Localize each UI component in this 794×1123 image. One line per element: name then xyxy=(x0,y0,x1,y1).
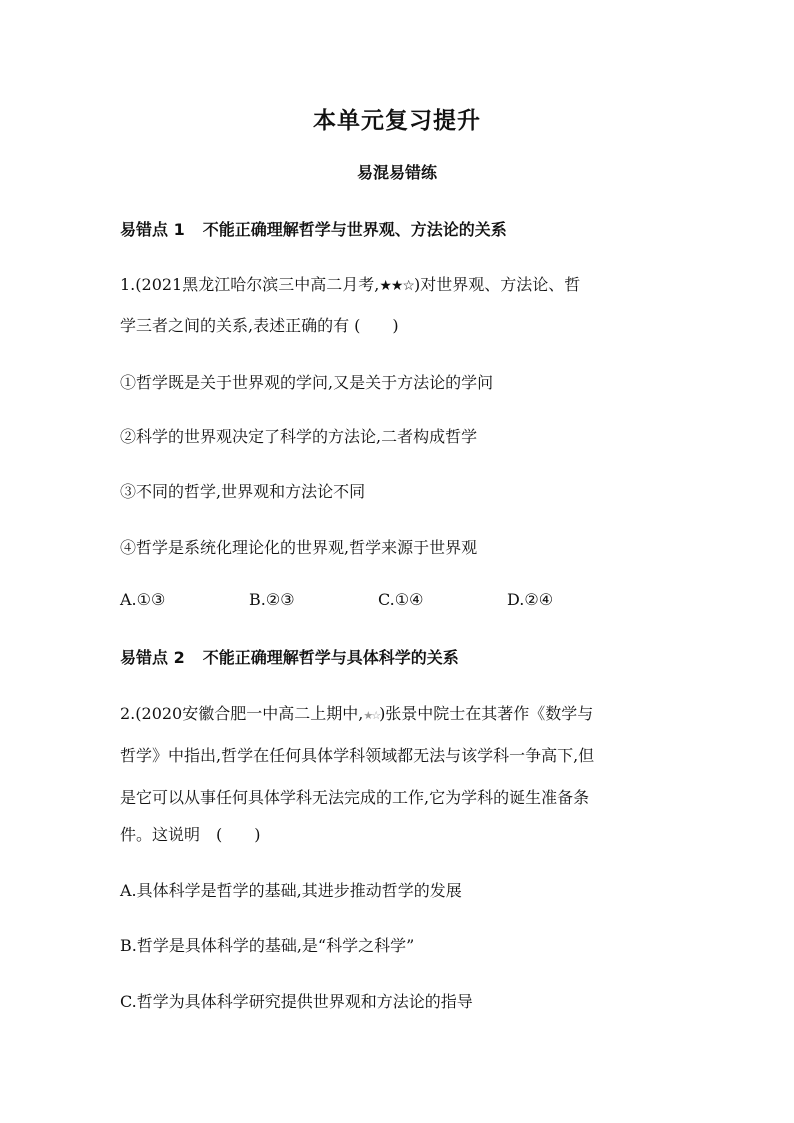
section-heading-2 xyxy=(120,645,459,668)
statement-2: ②科学的世界观决定了科学的方法论,二者构成哲学 xyxy=(120,427,478,446)
question-1-line-2: 学三者之间的关系,表述正确的有 ( ) xyxy=(120,316,399,335)
section-heading-1 xyxy=(120,217,507,240)
question-2-stem: )张景中院士在其著作《数学与 xyxy=(379,704,594,723)
statement-1: ①哲学既是关于世界观的学问,又是关于方法论的学问 xyxy=(120,373,494,392)
question-1-stem: )对世界观、方法论、哲 xyxy=(413,275,581,294)
page-title: 本单元复习提升 xyxy=(313,108,481,134)
difficulty-stars: ★★☆ xyxy=(379,278,414,294)
section-label: 易错点 2 xyxy=(120,648,185,667)
option-c[interactable]: C.①④ xyxy=(378,590,424,609)
question-1-options xyxy=(120,590,636,609)
question-1-source: 1.(2021黑龙江哈尔滨三中高二月考, xyxy=(120,275,380,294)
question-2-line-2: 哲学》中指出,哲学在任何具体学科领域都无法与该学科一争高下,但 xyxy=(120,746,595,765)
question-2-option-c[interactable]: C.哲学为具体科学研究提供世界观和方法论的指导 xyxy=(120,992,473,1011)
statement-3: ③不同的哲学,世界观和方法论不同 xyxy=(120,482,366,501)
option-a[interactable]: A.①③ xyxy=(120,590,166,609)
option-b[interactable]: B.②③ xyxy=(249,590,295,609)
question-2-option-b[interactable]: B.哲学是具体科学的基础,是“科学之科学” xyxy=(120,936,415,955)
question-1-line-1 xyxy=(120,272,580,295)
question-2-line-3: 是它可以从事任何具体学科无法完成的工作,它为学科的诞生准备条 xyxy=(120,788,590,807)
page-subtitle: 易混易错练 xyxy=(356,163,437,182)
option-d[interactable]: D.②④ xyxy=(507,590,554,609)
question-2-option-a[interactable]: A.具体科学是哲学的基础,其进步推动哲学的发展 xyxy=(120,881,462,900)
statement-4: ④哲学是系统化理论化的世界观,哲学来源于世界观 xyxy=(120,538,478,557)
section-text: 不能正确理解哲学与世界观、方法论的关系 xyxy=(202,220,507,239)
section-text: 不能正确理解哲学与具体科学的关系 xyxy=(202,648,459,667)
difficulty-stars: ★☆ xyxy=(363,709,380,722)
question-2-line-4: 件。这说明 ( ) xyxy=(120,825,261,844)
question-2-source: 2.(2020安徽合肥一中高二上期中, xyxy=(120,704,364,723)
question-2-line-1 xyxy=(120,701,593,724)
section-label: 易错点 1 xyxy=(120,220,185,239)
